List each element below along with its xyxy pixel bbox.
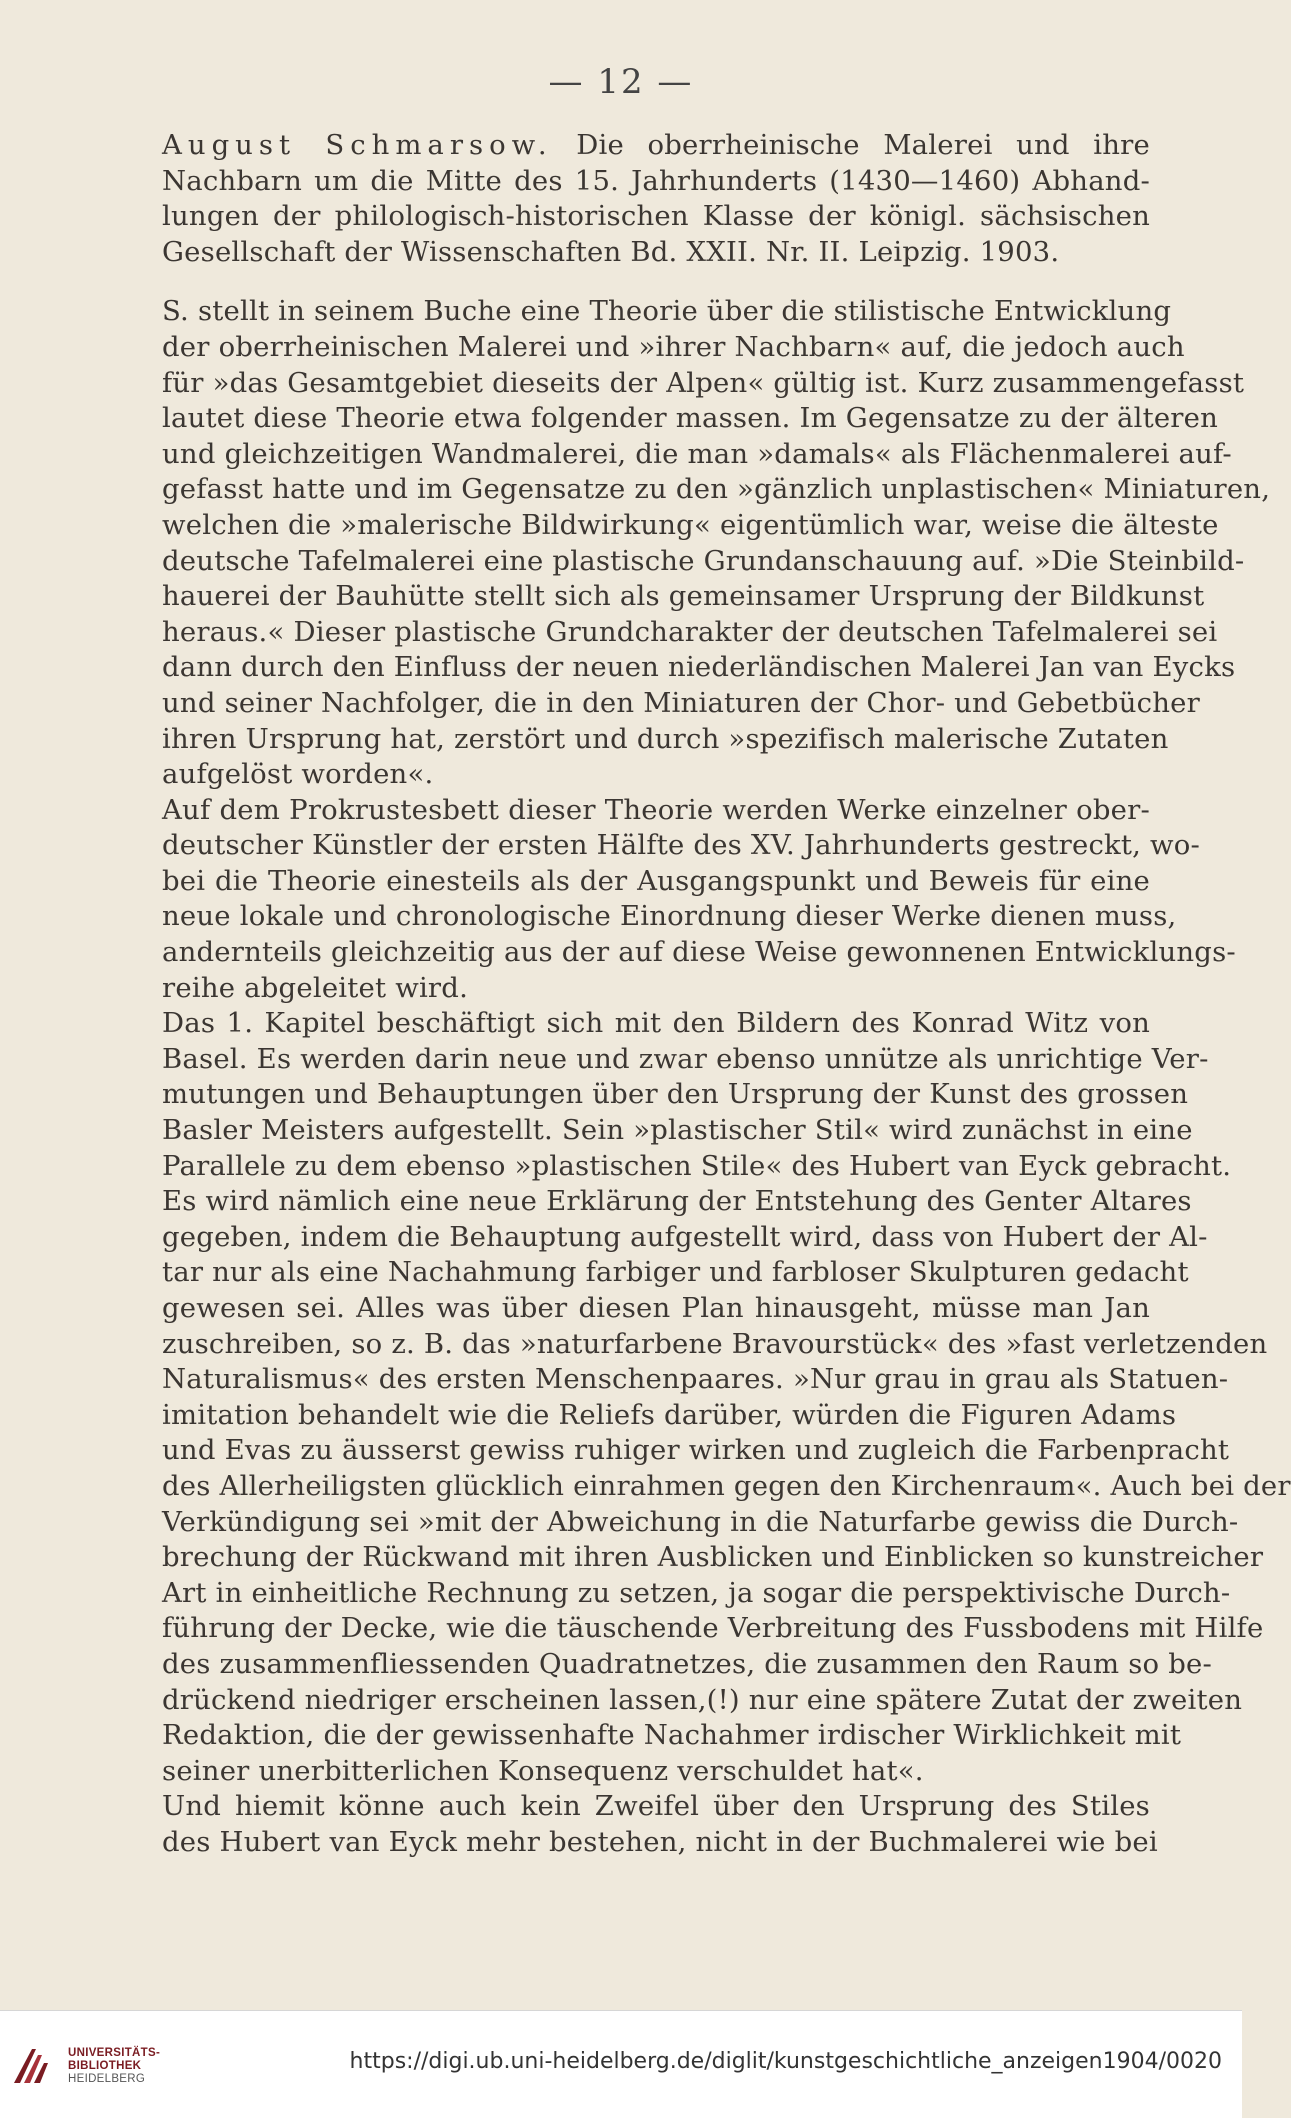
- text-line: Art in einheitliche Rechnung zu setzen, ja sogar die perspektivische Durch-: [162, 1576, 1231, 1609]
- text-line: Das 1. Kapitel beschäftigt sich mit den Bildern des Konrad Witz von: [162, 1007, 1150, 1040]
- text-line: und gleichzeitigen Wandmalerei, die man »damals« als Flächenmalerei auf-: [162, 437, 1232, 470]
- text-line: heraus.« Dieser plastische Grundcharakter der deutschen Tafelmalerei sei: [162, 615, 1218, 648]
- text-line: zuschreiben, so z. B. das »naturfarbene Bravourstück« des »fast verletzenden: [162, 1327, 1268, 1360]
- logo-line-3: HEIDELBERG: [68, 2073, 146, 2085]
- text-line: Basel. Es werden darin neue und zwar ebenso unnütze als unrichtige Ver-: [162, 1042, 1209, 1075]
- text-line: des zusammenfliessenden Quadratnetzes, die zusammen den Raum so be-: [162, 1647, 1212, 1680]
- text-line: lautet diese Theorie etwa folgender massen. Im Gegensatze zu der älteren: [162, 402, 1219, 435]
- text-line: und seiner Nachfolger, die in den Miniaturen der Chor- und Gebetbücher: [162, 686, 1200, 719]
- reference-title-start: Die oberrheinische Malerei und ihre: [576, 129, 1150, 161]
- logo-line-1: UNIVERSITÄTS-: [68, 2047, 161, 2059]
- library-logo-text: [68, 2047, 160, 2086]
- footer-bar: [0, 2010, 1242, 2118]
- text-line: Parallele zu dem ebenso »plastischen Stile« des Hubert van Eyck gebracht.: [162, 1149, 1232, 1182]
- text-line: ihren Ursprung hat, zerstört und durch »spezifisch malerische Zutaten: [162, 722, 1169, 755]
- text-line: Naturalismus« des ersten Menschenpaares. »Nur grau in grau als Statuen-: [162, 1363, 1229, 1396]
- text-line: deutsche Tafelmalerei eine plastische Grundanschauung auf. »Die Steinbild-: [162, 544, 1245, 577]
- text-line: brechung der Rückwand mit ihren Ausblicken und Einblicken so kunstreicher: [162, 1541, 1264, 1574]
- text-line: drückend niedriger erscheinen lassen,(!) nur eine spätere Zutat der zweiten: [162, 1683, 1243, 1716]
- text-line: Und hiemit könne auch kein Zweifel über den Ursprung des Stiles: [162, 1790, 1150, 1823]
- text-line: deutscher Künstler der ersten Hälfte des XV. Jahrhunderts gestreckt, wo-: [162, 829, 1201, 862]
- text-line: neue lokale und chronologische Einordnung dieser Werke dienen muss,: [162, 900, 1177, 933]
- page-text: [86, 128, 1291, 1861]
- text-line: gewesen sei. Alles was über diesen Plan hinausgeht, müsse man Jan: [162, 1292, 1150, 1324]
- text-line: gegeben, indem die Behauptung aufgestellt wird, dass von Hubert der Al-: [162, 1220, 1208, 1253]
- text-line: Verkündigung sei »mit der Abweichung in die Naturfarbe gewiss die Durch-: [162, 1505, 1239, 1538]
- text-line: S. stellt in seinem Buche eine Theorie über die stilistische Entwicklung: [162, 295, 1172, 328]
- logo-line-2: BIBLIOTHEK: [68, 2060, 142, 2072]
- paragraph: [86, 1789, 1158, 1860]
- text-line: und Evas zu äusserst gewiss ruhiger wirken und zugleich die Farbenpracht: [162, 1434, 1230, 1467]
- reference-author: August Schmarsow.: [162, 129, 553, 161]
- library-logo-icon: [10, 2043, 56, 2089]
- text-line: Redaktion, die der gewissenhafte Nachahmer irdischer Wirklichkeit mit: [162, 1719, 1182, 1752]
- reference-line-1: [86, 128, 1150, 164]
- text-line: hauerei der Bauhütte stellt sich als gemeinsamer Ursprung der Bildkunst: [162, 580, 1205, 613]
- text-line: Auf dem Prokrustesbett dieser Theorie werden Werke einzelner ober-: [162, 793, 1150, 826]
- text-line: Es wird nämlich eine neue Erklärung der Entstehung des Genter Altares: [162, 1185, 1192, 1218]
- text-line: reihe abgeleitet wird.: [162, 971, 469, 1004]
- text-line: imitation behandelt wie die Reliefs darüber, würden die Figuren Adams: [162, 1398, 1177, 1431]
- text-line: führung der Decke, wie die täuschende Verbreitung des Fussbodens mit Hilfe: [162, 1612, 1264, 1645]
- text-line: dann durch den Einfluss der neuen niederländischen Malerei Jan van Eycks: [162, 651, 1236, 684]
- text-line: gefasst hatte und im Gegensatze zu den »gänzlich unplastischen« Miniaturen,: [162, 473, 1271, 506]
- paragraph: [86, 294, 1271, 792]
- body-paragraphs: [86, 294, 1291, 1860]
- text-line: tar nur als eine Nachahmung farbiger und farbloser Skulpturen gedacht: [162, 1256, 1189, 1289]
- text-line: aufgelöst worden«.: [162, 758, 434, 791]
- reference-line-2: Nachbarn um die Mitte des 15. Jahrhunderts (1430—1460) Abhand-: [162, 164, 1150, 197]
- text-line: Basler Meisters aufgestellt. Sein »plastischer Stil« wird zunächst in eine: [162, 1114, 1193, 1147]
- reference-line-4: Gesellschaft der Wissenschaften Bd. XXII. Nr. II. Leipzig. 1903.: [162, 235, 1060, 268]
- paragraph: [86, 793, 1236, 1007]
- text-line: mutungen und Behauptungen über den Ursprung der Kunst des grossen: [162, 1078, 1189, 1111]
- text-line: andernteils gleichzeitig aus der auf diese Weise gewonnenen Entwicklungs-: [162, 936, 1236, 969]
- text-line: der oberrheinischen Malerei und »ihrer Nachbarn« auf, die jedoch auch: [162, 330, 1185, 363]
- page-number: — 12 —: [548, 62, 694, 102]
- text-line: seiner unerbitterlichen Konsequenz verschuldet hat«.: [162, 1754, 924, 1787]
- source-url-link[interactable]: https://digi.ub.uni-heidelberg.de/diglit/kunstgeschichtliche_anzeigen1904/0020: [349, 2049, 1222, 2074]
- bibliographic-reference: [86, 128, 1150, 270]
- text-line: des Allerheiligsten glücklich einrahmen gegen den Kirchenraum«. Auch bei der: [162, 1469, 1291, 1502]
- text-line: welchen die »malerische Bildwirkung« eigentümlich war, weise die älteste: [162, 508, 1219, 541]
- paragraph: [86, 1006, 1291, 1789]
- text-line: des Hubert van Eyck mehr bestehen, nicht in der Buchmalerei wie bei: [162, 1825, 1158, 1858]
- text-line: bei die Theorie einesteils als der Ausgangspunkt und Beweis für eine: [162, 864, 1150, 897]
- reference-line-3: lungen der philologisch-historischen Klasse der königl. sächsischen: [162, 200, 1150, 233]
- text-line: für »das Gesamtgebiet dieseits der Alpen« gültig ist. Kurz zusammengefasst: [162, 366, 1245, 399]
